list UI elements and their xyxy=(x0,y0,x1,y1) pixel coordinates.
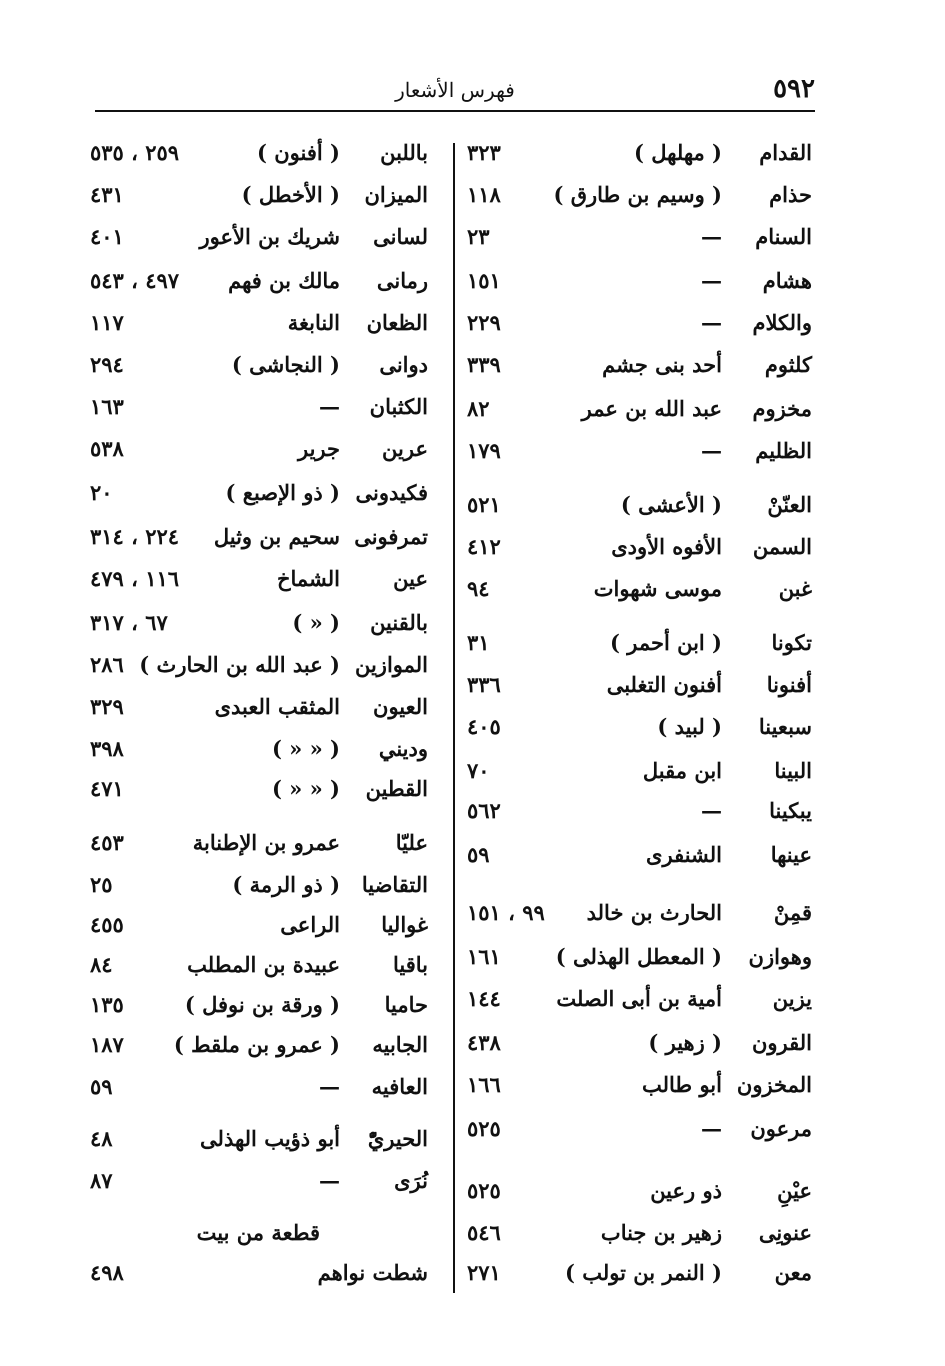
rhyme-word: الجابيه xyxy=(372,1032,428,1057)
page-references: ١٦٣ xyxy=(90,394,124,419)
index-entry xyxy=(462,623,812,663)
index-entry xyxy=(462,1023,812,1063)
page-references: ٤٥٥ xyxy=(90,912,124,937)
index-entry xyxy=(85,1161,440,1201)
poet-name: ( « « ) xyxy=(271,736,340,761)
page-references: ١٦٦ xyxy=(467,1072,501,1097)
rhyme-word: القدام xyxy=(759,140,812,165)
page-references: ١١٨ xyxy=(467,182,501,207)
rhyme-word: هشام xyxy=(762,268,812,293)
poet-name: — xyxy=(701,310,722,335)
page-references: ٢٢٤ ، ٣١٤ xyxy=(90,524,180,549)
index-entry xyxy=(85,175,440,215)
poet-name: ( عبد الله بن الحارث ) xyxy=(139,652,340,677)
poet-name: ( الأخطل ) xyxy=(241,182,340,207)
page-references: ١١٧ xyxy=(90,310,124,335)
poet-name: الحارث بن خالد xyxy=(586,900,722,925)
page-references: ٥٢٥ xyxy=(467,1116,501,1141)
poet-name: أبو ذؤيب الهذلى xyxy=(200,1126,340,1151)
running-title: فهرس الأشعار xyxy=(395,78,515,102)
rhyme-word: السمن xyxy=(752,534,812,559)
index-entry xyxy=(462,707,812,747)
rhyme-word: وهوازن xyxy=(748,944,812,969)
index-entry xyxy=(462,751,812,791)
rhyme-word: الظليم xyxy=(755,438,812,463)
page-references: ٥٤٦ xyxy=(467,1220,501,1245)
index-entry xyxy=(85,687,440,727)
poet-name: — xyxy=(701,438,722,463)
index-entry xyxy=(462,835,812,875)
poet-name: ( أفنون ) xyxy=(257,140,340,165)
page-references: ٤٣١ xyxy=(90,182,124,207)
index-entry xyxy=(462,1065,812,1105)
poet-name: ( « ) xyxy=(292,610,340,635)
section-title: قطعة من بيت xyxy=(196,1220,320,1245)
poet-name: — xyxy=(701,1116,722,1141)
poet-name: ( الأعشى ) xyxy=(620,492,722,517)
index-entry xyxy=(462,791,812,831)
poet-name: النابغة xyxy=(287,310,340,335)
index-entry xyxy=(85,645,440,685)
index-entry xyxy=(462,133,812,173)
page-references: ١٨٧ xyxy=(90,1032,124,1057)
index-entry xyxy=(462,345,812,385)
poet-name: عبد الله بن عمر xyxy=(581,396,722,421)
index-entry xyxy=(85,133,440,173)
index-entry xyxy=(462,979,812,1019)
page-references: ٢٠ xyxy=(90,480,113,505)
rhyme-word: غبن xyxy=(778,576,812,601)
poet-name: — xyxy=(319,394,340,419)
page-references: ١٣٥ xyxy=(90,992,124,1017)
poet-name: أمية بن أبى الصلت xyxy=(556,986,722,1011)
index-entry xyxy=(85,985,440,1025)
index-entry xyxy=(85,473,440,513)
index-entry xyxy=(85,769,440,809)
page-references: ٣٢٩ xyxy=(90,694,124,719)
poet-name: زهير بن جناب xyxy=(600,1220,722,1245)
page-references: ٣٣٩ xyxy=(467,352,501,377)
page-number: ٥٩٢ xyxy=(773,74,815,104)
poet-name: ابن مقبل xyxy=(642,758,722,783)
rhyme-word: كلثوم xyxy=(764,352,812,377)
page-references: ٩٩ ، ١٥١ xyxy=(467,900,545,925)
rhyme-word: القطين xyxy=(365,776,428,801)
rhyme-word: العنّنْ xyxy=(767,492,812,517)
poet-name: ( زهير ) xyxy=(648,1030,722,1055)
rhyme-word: تكونا xyxy=(771,630,812,655)
index-entry xyxy=(85,603,440,643)
poet-name: ( ورقة بن نوفل ) xyxy=(184,992,340,1017)
rhyme-word: رمانى xyxy=(376,268,428,293)
index-entry xyxy=(85,303,440,343)
rhyme-word: فكيدونى xyxy=(355,480,428,505)
poet-name: — xyxy=(701,268,722,293)
rhyme-word: لسانى xyxy=(373,224,428,249)
index-entry xyxy=(462,1253,812,1293)
rhyme-word: حذام xyxy=(769,182,812,207)
poet-name: الشماخ xyxy=(276,566,340,591)
poet-name: أبو طالب xyxy=(642,1072,722,1097)
page-references: ٣١ xyxy=(467,630,490,655)
index-entry xyxy=(462,485,812,525)
index-entry xyxy=(85,1253,440,1293)
page-references: ١٦١ xyxy=(467,944,501,969)
rhyme-word: الظعان xyxy=(366,310,428,335)
rhyme-word: الحيريّْ xyxy=(367,1126,428,1151)
page-references: ١٤٤ xyxy=(467,986,501,1011)
page-references: ٥٩ xyxy=(90,1074,113,1099)
page-references: ٤٧١ xyxy=(90,776,124,801)
page-references: ١٧٩ xyxy=(467,438,501,463)
page-references: ٣٢٣ xyxy=(467,140,501,165)
page-references: ٤٥٣ xyxy=(90,830,124,855)
rhyme-word: عليّا xyxy=(395,830,428,855)
page-references: ٢٨٦ xyxy=(90,652,124,677)
index-entry xyxy=(85,945,440,985)
page-references: ٤٣٨ xyxy=(467,1030,501,1055)
page-references: ١٥١ xyxy=(467,268,501,293)
page-references: ٢٧١ xyxy=(467,1260,501,1285)
poet-name: ( وسيم بن طارق ) xyxy=(553,182,722,207)
rhyme-word: المخزون xyxy=(736,1072,812,1097)
index-entry xyxy=(462,217,812,257)
rhyme-word: والكلام xyxy=(752,310,812,335)
poet-name: — xyxy=(701,798,722,823)
poet-name: سحيم بن وثيل xyxy=(213,524,340,549)
index-entry xyxy=(462,893,812,933)
page-references: ٢٥٩ ، ٥٣٥ xyxy=(90,140,180,165)
page-header xyxy=(95,70,815,112)
index-entry xyxy=(85,729,440,769)
poet-name: جرير xyxy=(298,436,340,461)
rhyme-word: معن xyxy=(774,1260,812,1285)
index-entry xyxy=(85,1067,440,1107)
page-references: ٧٠ xyxy=(467,758,490,783)
poet-name: موسى شهوات xyxy=(593,576,722,601)
rhyme-word: عين xyxy=(393,566,428,591)
index-entry xyxy=(85,823,440,863)
index-entry xyxy=(462,175,812,215)
poet-name: ( لبيد ) xyxy=(657,714,722,739)
rhyme-word: دوانى xyxy=(379,352,428,377)
poet-name: ( « « ) xyxy=(271,776,340,801)
page-references: ٥٢٥ xyxy=(467,1178,501,1203)
rhyme-word: مرعون xyxy=(750,1116,812,1141)
rhyme-word: يزين xyxy=(772,986,812,1011)
page-references: ٩٤ xyxy=(467,576,490,601)
rhyme-word: السنام xyxy=(755,224,812,249)
page-references: ٥٣٨ xyxy=(90,436,124,461)
page-references: ١١٦ ، ٤٧٩ xyxy=(90,566,180,591)
poet-name: ( ذو الرمة ) xyxy=(232,872,340,897)
page-references: ٨٢ xyxy=(467,396,490,421)
poet-name: مالك بن فهم xyxy=(228,268,340,293)
rhyme-word: باللبن xyxy=(380,140,428,165)
index-entry xyxy=(85,217,440,257)
rhyme-word: بالقنين xyxy=(370,610,428,635)
index-entry xyxy=(85,865,440,905)
index-entry xyxy=(85,1025,440,1065)
page-references: ٢٥ xyxy=(90,872,113,897)
poet-name: أحد بنى جشم xyxy=(602,352,722,377)
rhyme-word: عيْنِ xyxy=(777,1178,812,1203)
index-entry xyxy=(462,665,812,705)
rhyme-word: عنونِى xyxy=(758,1220,812,1245)
page-references: ٨٤ xyxy=(90,952,113,977)
page-references: ٢٢٩ xyxy=(467,310,501,335)
index-entry xyxy=(85,559,440,599)
index-entry xyxy=(462,527,812,567)
index-entry xyxy=(85,1119,440,1159)
index-entry xyxy=(85,517,440,557)
poet-name: ( المعطل الهذلى ) xyxy=(555,944,722,969)
rhyme-word: وديني xyxy=(378,736,428,761)
poet-name: — xyxy=(319,1168,340,1193)
rhyme-word: الميزان xyxy=(364,182,428,207)
index-entry xyxy=(85,387,440,427)
poet-name: الأفوه الأودى xyxy=(611,534,722,559)
page-references: ٤٠١ xyxy=(90,224,124,249)
index-entry xyxy=(85,905,440,945)
rhyme-word: عينها xyxy=(770,842,812,867)
rhyme-word: قمِنْ xyxy=(773,900,812,925)
rhyme-word: عرين xyxy=(382,436,428,461)
rhyme-word: شطت نواهم xyxy=(317,1260,428,1285)
poet-name: عبيدة بن المطلب xyxy=(187,952,340,977)
column-divider xyxy=(453,143,455,1293)
index-entry xyxy=(462,1171,812,1211)
poet-name: ( النمر بن تولب ) xyxy=(565,1260,722,1285)
index-entry xyxy=(462,569,812,609)
poet-name: الراعى xyxy=(280,912,340,937)
rhyme-word: باقيا xyxy=(392,952,428,977)
page-references: ٥٦٢ xyxy=(467,798,501,823)
rhyme-word: التقاضيا xyxy=(361,872,428,897)
page-references: ٤٩٧ ، ٥٤٣ xyxy=(90,268,180,293)
rhyme-word: الكثبان xyxy=(369,394,428,419)
rhyme-word: القرون xyxy=(751,1030,812,1055)
page-references: ٦٧ ، ٣١٧ xyxy=(90,610,168,635)
index-entry xyxy=(85,261,440,301)
poet-name: ذو رعين xyxy=(650,1178,722,1203)
poet-name: — xyxy=(701,224,722,249)
rhyme-word: تمرفونى xyxy=(354,524,428,549)
poet-name: ( النجاشى ) xyxy=(231,352,340,377)
page-references: ٤١٢ xyxy=(467,534,501,559)
page-references: ٣٩٨ xyxy=(90,736,124,761)
rhyme-word: البينا xyxy=(774,758,812,783)
page-references: ٤٩٨ xyxy=(90,1260,124,1285)
page-references: ٨٧ xyxy=(90,1168,113,1193)
poet-name: شريك بن الأعور xyxy=(199,224,340,249)
index-entry xyxy=(462,937,812,977)
rhyme-word: أفنونا xyxy=(766,672,812,697)
rhyme-word: يبكينا xyxy=(769,798,812,823)
poet-name: أفنون التغلبى xyxy=(606,672,722,697)
poet-name: الشنفرى xyxy=(646,842,722,867)
index-entry xyxy=(462,303,812,343)
index-entry xyxy=(462,431,812,471)
rhyme-word: سبعينا xyxy=(758,714,812,739)
page-references: ٥٩ xyxy=(467,842,490,867)
page-references: ٢٩٤ xyxy=(90,352,124,377)
rhyme-word: الموازين xyxy=(354,652,428,677)
poet-name: ( ذو الإصبع ) xyxy=(225,480,340,505)
index-entry xyxy=(462,261,812,301)
rhyme-word: حاميا xyxy=(384,992,428,1017)
index-entry xyxy=(462,1213,812,1253)
rhyme-word: غواليا xyxy=(381,912,428,937)
index-entry xyxy=(85,345,440,385)
rhyme-word: نُرَى xyxy=(394,1168,428,1193)
index-entry xyxy=(462,389,812,429)
page-references: ٣٣٦ xyxy=(467,672,501,697)
page-references: ٤٨ xyxy=(90,1126,113,1151)
poet-name: المثقب العبدى xyxy=(214,694,340,719)
rhyme-word: مخزوم xyxy=(752,396,812,421)
poet-name: عمرو بن الإطنابة xyxy=(192,830,340,855)
index-entry xyxy=(85,429,440,469)
rhyme-word: العيون xyxy=(373,694,428,719)
poet-name: ( ابن أحمر ) xyxy=(609,630,722,655)
index-entry xyxy=(462,1109,812,1149)
page-references: ٤٠٥ xyxy=(467,714,501,739)
poet-name: ( عمرو بن ملقط ) xyxy=(173,1032,340,1057)
poet-name: — xyxy=(319,1074,340,1099)
page-references: ٥٢١ xyxy=(467,492,501,517)
rhyme-word: العافيه xyxy=(371,1074,428,1099)
poet-name: ( مهلهل ) xyxy=(634,140,722,165)
page-references: ٢٣ xyxy=(467,224,490,249)
